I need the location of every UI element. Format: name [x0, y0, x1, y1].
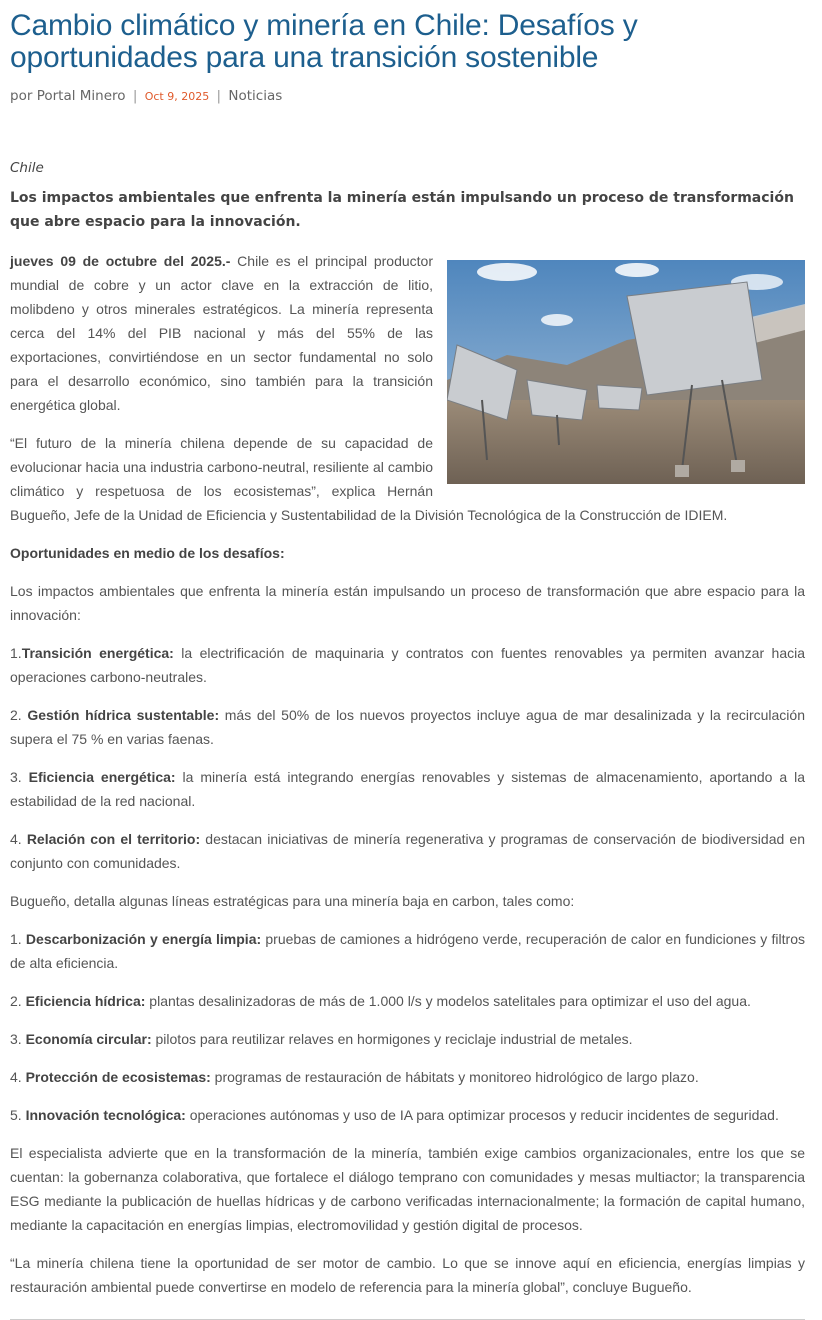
paragraph	[10, 541, 805, 565]
solar-panels-photo	[447, 260, 805, 484]
list-number: 1.	[10, 931, 26, 947]
byline-prefix: por	[10, 88, 33, 104]
list-number: 3.	[10, 769, 29, 785]
paragraph	[10, 1065, 805, 1089]
list-number: 3.	[10, 1031, 26, 1047]
paragraph	[10, 927, 805, 975]
publish-date: Oct 9, 2025	[144, 90, 210, 103]
paragraph-text: “El futuro de la minería chilena depende de su capacidad de evolucionar hacia una industria carbono-neutral, resiliente al cambio climático y respetuosa de los ecosistemas”, explica Hernán Bugueño, Jefe de la Unidad de Eficiencia y Sustentabilidad de la División Tecnológica de la Construcción de IDIEM.	[10, 435, 728, 523]
paragraph-text: Chile es el principal productor mundial de cobre y un actor clave en la extracción de litio, molibdeno y otros minerales estratégicos. La minería representa cerca del 14% del PIB nacional y más del 55% de las exportaciones, convirtiéndose en un sector fundamental no solo para el desarrollo económico, sino también para la transición energética global.	[10, 253, 433, 413]
paragraph-text: pruebas de camiones a hidrógeno verde, recuperación de calor en fundiciones y filtros de alta eficiencia.	[10, 931, 805, 971]
paragraph-bold: jueves 09 de octubre del 2025.-	[10, 253, 231, 269]
paragraph	[10, 1027, 805, 1051]
article	[10, 0, 805, 1320]
paragraph-bold: Innovación tecnológica:	[25, 1107, 186, 1123]
paragraph	[10, 889, 805, 913]
paragraph	[10, 989, 805, 1013]
article-lead: Los impactos ambientales que enfrenta la minería están impulsando un proceso de transformación que abre espacio para la innovación.	[10, 190, 794, 230]
paragraph-text: operaciones autónomas y uso de IA para optimizar procesos y reducir incidentes de seguridad.	[185, 1107, 779, 1123]
article-location: Chile	[10, 160, 44, 176]
solar-panels-image	[447, 260, 805, 484]
list-number: 2.	[10, 707, 28, 723]
meta-separator: |	[216, 88, 222, 104]
paragraph-bold: Transición energética:	[21, 645, 174, 661]
list-number: 5.	[10, 1107, 26, 1123]
list-number: 4.	[10, 1069, 26, 1085]
paragraph-text: la electrificación de maquinaria y contratos con fuentes renovables ya permiten avanzar hacia operaciones carbono-neutrales.	[10, 645, 806, 685]
paragraph	[10, 765, 805, 813]
article-body	[10, 249, 805, 1313]
meta-separator: |	[132, 88, 138, 104]
paragraph-bold: Protección de ecosistemas:	[25, 1069, 211, 1085]
paragraph-text: programas de restauración de hábitats y monitoreo hidrológico de largo plazo.	[210, 1069, 699, 1085]
paragraph-bold: Oportunidades en medio de los desafíos:	[10, 545, 285, 561]
paragraph	[10, 703, 805, 751]
paragraph-text: Los impactos ambientales que enfrenta la minería están impulsando un proceso de transformación que abre espacio para la innovación:	[10, 583, 805, 623]
paragraph-bold: Economía circular:	[25, 1031, 152, 1047]
paragraph-bold: Gestión hídrica sustentable:	[27, 707, 220, 723]
list-number: 1.	[10, 645, 22, 661]
paragraph	[10, 579, 805, 627]
paragraph	[10, 1103, 805, 1127]
paragraph-text: más del 50% de los nuevos proyectos incluye agua de mar desalinizada y la recirculación supera el 75 % en varias faenas.	[10, 707, 805, 747]
paragraph-bold: Descarbonización y energía limpia:	[25, 931, 262, 947]
paragraph	[10, 641, 805, 689]
paragraph-bold: Eficiencia energética:	[28, 769, 176, 785]
paragraph-text: la minería está integrando energías renovables y sistemas de almacenamiento, aportando a la estabilidad de la red nacional.	[10, 769, 805, 809]
paragraph-text: destacan iniciativas de minería regenerativa y programas de conservación de biodiversidad en conjunto con comunidades.	[10, 831, 805, 871]
paragraph	[10, 827, 805, 875]
paragraph-text: plantas desalinizadoras de más de 1.000 l/s y modelos satelitales para optimizar el uso del agua.	[145, 993, 751, 1009]
list-number: 2.	[10, 993, 26, 1009]
category-link[interactable]: Noticias	[228, 88, 283, 104]
paragraph-text: pilotos para reutilizar relaves en hormigones y reciclaje industrial de metales.	[151, 1031, 633, 1047]
paragraph	[10, 1251, 805, 1299]
paragraph-text: Bugueño, detalla algunas líneas estratégicas para una minería baja en carbon, tales como:	[10, 893, 575, 909]
article-title: Cambio climático y minería en Chile: Desafíos y oportunidades para una transición sostenible	[10, 9, 638, 74]
paragraph-text: “La minería chilena tiene la oportunidad de ser motor de cambio. Lo que se innove aquí en eficiencia, energías limpias y restauración ambiental puede convertirse en modelo de referencia para la minería global”, concluye Bugueño.	[10, 1255, 805, 1295]
article-meta	[10, 86, 805, 106]
paragraph-text: El especialista advierte que en la transformación de la minería, también exige cambios organizacionales, entre los que se cuentan: la gobernanza colaborativa, que fortalece el diálogo temprano con comunidades y mesas multiactor; la transparencia ESG mediante la publicación de huellas hídricas y de carbono verificadas internacionalmente; la formación de capital humano, mediante la capacitación en energías limpias, electromovilidad y gestión digital de procesos.	[10, 1145, 805, 1233]
paragraph-bold: Relación con el territorio:	[26, 831, 201, 847]
paragraph-bold: Eficiencia hídrica:	[25, 993, 146, 1009]
list-number: 4.	[10, 831, 27, 847]
paragraph	[10, 1141, 805, 1237]
author-link[interactable]: Portal Minero	[36, 88, 126, 104]
